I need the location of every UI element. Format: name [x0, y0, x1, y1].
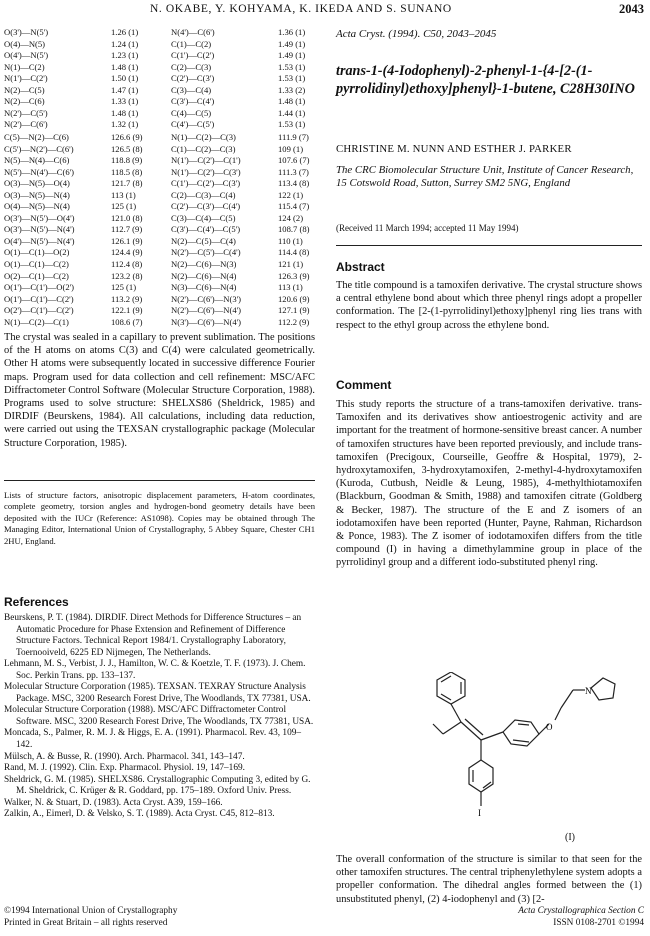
geometry-value: 118.5 (8): [111, 166, 143, 177]
geometry-label: O(3)—N(5)—O(4): [4, 178, 70, 189]
geometry-label: C(1')—C(2')—C(3'): [171, 178, 241, 189]
geometry-label: N(2)—C(6)—N(3): [171, 259, 237, 270]
geometry-label: N(3)—C(6)—N(4): [171, 282, 237, 293]
table-row: [4, 201, 320, 213]
geometry-label: N(1)—C(2)—C(1): [4, 316, 69, 327]
divider-rule: [4, 480, 315, 481]
table-row: [4, 62, 320, 74]
geometry-label: N(2)—C(5): [4, 84, 45, 95]
geometry-value: 109 (1): [278, 143, 304, 154]
geometry-value: 111.9 (7): [278, 132, 309, 142]
running-header-authors: N. OKABE, Y. KOHYAMA, K. IKEDA AND S. SUNANO: [150, 3, 452, 15]
geometry-label: N(3')—C(6')—N(4'): [171, 316, 242, 327]
comment-continued: The overall conformation of the structure is similar to that seen for the other tamoxifen structures. The central triphenylethylene system adopts a propeller conformation. The dihedral angles formed between the (1) unsubstituted phenyl, (2) 4-iodophenyl and (3) [2-: [336, 854, 642, 905]
geometry-label: C(5')—N(2')—C(6'): [4, 143, 74, 154]
geometry-value: 110 (1): [278, 235, 303, 246]
comment-heading: Comment: [336, 378, 392, 392]
table-row: [4, 108, 320, 120]
geometry-value: 125 (1): [111, 201, 137, 212]
article-authors: CHRISTINE M. NUNN AND ESTHER J. PARKER: [336, 143, 572, 155]
figure-label: (I): [565, 832, 575, 843]
printed-line: Printed in Great Britain – all rights reserved: [4, 917, 168, 928]
experimental-paragraph: The crystal was sealed in a capillary to prevent sublimation. The positions of the H atoms on atoms C(3) and C(4) were calculated geometrically. Other H atoms were subsequently located in successive difference Fourier maps. Program used for data collection and cell refinement: MSC/AFC Diffractometer Control Software (Molecular Structure Corporation, 1988). Programs used to solve structure: SHELXS86 (Sheldrick, 1985) and DIRDIF (Beurskens, 1984). All calculations, including data reduction, were carried out using the TEXSAN crystallographic package (Molecular Structure Corporation, 1985).: [4, 332, 315, 449]
article-title: trans-1-(4-Iodophenyl)-2-phenyl-1-{4-[2-(1-pyrrolidinyl)ethoxy]phenyl}-1-butene, C28H30INO: [336, 63, 635, 97]
table-row: [4, 178, 320, 190]
table-row: [4, 39, 320, 51]
geometry-value: 112.2 (9): [278, 316, 310, 327]
received-dates: (Received 11 March 1994; accepted 11 May 1994): [336, 223, 519, 233]
geometry-value: 120.6 (9): [278, 293, 310, 304]
table-row: [4, 96, 320, 108]
comment-text: This study reports the structure of a trans-tamoxifen derivative. trans-Tamoxifen and its derivatives show antioestrogenic activity and are important for the treatment of hormone-sensitive breast cancer. A number of tamoxifen structures have been reported previously, and include trans-tamoxifen (Precigoux, Courseille, Geoffre & Hospital, 1979), 2-hydroxytamoxifen, 3-hydroxytamoxifen, 2-methyl-4-hydroxytamoxifen (Kuroda, Cutbush, Neidle & Leung, 1985), 4-methylthiotamoxifen (Blackburn, Goodman & Smith, 1988) and tamoxifen citrate (Goldberg & Becker, 1987). The structure of the E and Z isomers of an iodotamoxifen have been reported (Hunter, Payne, Rahman, Richardson & Ponce, 1983). The Z isomer of iodotamoxifen differs from the title compound (I) in having a dimethylammine group in place of the pyrrolidinyl group and a different iodo-substituted phenyl ring.: [336, 399, 642, 569]
geometry-value: 124 (2): [278, 212, 304, 223]
geometry-label: N(2')—C(5'): [4, 107, 48, 118]
geometry-value: 1.33 (1): [111, 96, 139, 107]
reference-item: Walker, N. & Stuart, D. (1983). Acta Cryst. A39, 159–166.: [4, 797, 223, 808]
geometry-value: 1.48 (1): [111, 61, 139, 72]
geometry-value: 127.1 (9): [278, 305, 310, 316]
geometry-value: 1.53 (1): [278, 119, 306, 130]
geometry-label: N(2)—C(6)—N(4): [171, 270, 237, 281]
geometry-value: 1.32 (1): [111, 119, 139, 130]
table-row: [4, 190, 320, 202]
geometry-label: O(4)—N(5)—N(4): [4, 201, 70, 212]
footer-right: [518, 906, 644, 929]
reference-item: Molecular Structure Corporation (1988). MSC/AFC Diffractometer Control Software. MSC, 3200 Research Forest Drive, The Woodlands, TX 77381, USA.: [4, 705, 314, 727]
table-row: [4, 144, 320, 156]
geometry-value: 125 (1): [111, 282, 137, 293]
geometry-value: 1.53 (1): [278, 61, 306, 72]
table-row: [4, 119, 320, 131]
geometry-label: N(1)—C(2)—C(3): [171, 132, 236, 142]
table-row: [4, 73, 320, 85]
pyrrolidine-ring: [591, 678, 615, 700]
reference-item: Rand, M. J. (1992). Clin. Exp. Pharmacol. Physiol. 19, 147–169.: [4, 763, 245, 774]
geometry-label: C(5)—N(2)—C(6): [4, 132, 69, 142]
geometry-value: 1.44 (1): [278, 107, 306, 118]
geometry-label: O(3')—N(5')—O(4'): [4, 212, 75, 223]
table-row: [4, 305, 320, 317]
table-row: [4, 294, 320, 306]
geometry-value: 121.7 (8): [111, 178, 143, 189]
geometry-label: N(5')—N(4')—C(6'): [4, 166, 75, 177]
page-number: 2043: [619, 2, 644, 16]
iodine-atom-label: I: [478, 808, 481, 818]
geometry-value: 121.0 (8): [111, 212, 143, 223]
divider-rule-right: [336, 245, 642, 246]
journal-section-line: Acta Crystallographica Section C: [518, 906, 644, 916]
geometry-label: O(1)—C(1)—O(2): [4, 247, 70, 258]
geometry-value: 1.49 (1): [278, 50, 306, 61]
table-row: [4, 317, 320, 329]
geometry-label: O(2)—C(1)—C(2): [4, 270, 69, 281]
geometry-label: C(3')—C(4'): [171, 96, 215, 107]
running-header: [0, 0, 650, 18]
geometry-value: 1.48 (1): [278, 96, 306, 107]
geometry-value: 122.1 (9): [111, 305, 143, 316]
oxygen-atom-label: O: [546, 722, 553, 732]
geometry-value: 126.5 (8): [111, 143, 143, 154]
geometry-label: N(2)—C(6): [4, 96, 45, 107]
geometry-value: 123.2 (8): [111, 270, 143, 281]
geometry-value: 108.7 (8): [278, 224, 310, 235]
references-heading: References: [4, 595, 69, 609]
deposition-note: Lists of structure factors, anisotropic displacement parameters, H-atom coordinates, complete geometry, torsion angles and hydrogen-bond geometry details have been deposited with the IUCr (Reference: AS1098). Copies may be obtained through The Managing Editor, International Union of Crystallography, 5 Abbey Square, Chester CH1 2HU, England.: [4, 490, 315, 546]
geometry-value: 113 (1): [111, 189, 136, 200]
geometry-value: 1.48 (1): [111, 107, 139, 118]
geometry-label: O(2')—C(1')—C(2'): [4, 305, 74, 316]
geometry-label: C(3)—C(4): [171, 84, 212, 95]
geometry-value: 122 (1): [278, 189, 304, 200]
geometry-label: C(3)—C(4)—C(5): [171, 212, 236, 223]
table-row: [4, 247, 320, 259]
table-row: [4, 282, 320, 294]
geometry-label: O(3')—N(5'): [4, 27, 49, 37]
table-row: [4, 85, 320, 97]
table-row: [4, 167, 320, 179]
geometry-label: C(2')—C(3')—C(4'): [171, 201, 241, 212]
reference-item: Mülsch, A. & Busse, R. (1990). Arch. Pharmacol. 341, 143–147.: [4, 751, 245, 762]
footer-left: [4, 906, 324, 929]
geometry-value: 111.3 (7): [278, 166, 309, 177]
article-affiliation: The CRC Biomolecular Structure Unit, Institute of Cancer Research, 15 Cotswold Road, Sutton, Surrey SM2 5NG, England: [336, 164, 634, 190]
table-row: [4, 236, 320, 248]
geometry-label: N(2')—C(6')—N(3'): [171, 293, 242, 304]
references-list: [4, 613, 315, 907]
bond-angle-table: [4, 132, 320, 328]
table-row: [4, 27, 320, 39]
reference-item: Beurskens, P. T. (1984). DIRDIF. Direct Methods for Difference Structures – an Automatic Procedure for Phase Extension and Refinement of Difference Structure Factors. Technical Report 1984/1. Crystallography Laboratory, Toernooiveld, 6225 ED Nijmegen, The Netherlands.: [4, 613, 302, 658]
table-row: [4, 50, 320, 62]
issn-line: ISSN 0108-2701 ©1994: [553, 917, 644, 928]
geometry-value: 121 (1): [278, 259, 304, 270]
geometry-value: 1.36 (1): [278, 27, 306, 37]
geometry-value: 1.47 (1): [111, 84, 139, 95]
geometry-label: O(1)—C(1)—C(2): [4, 259, 69, 270]
geometry-value: 124.4 (9): [111, 247, 143, 258]
geometry-value: 112.4 (8): [111, 259, 143, 270]
geometry-value: 113 (1): [278, 282, 303, 293]
reference-item: Lehmann, M. S., Verbist, J. J., Hamilton, W. C. & Koetzle, T. F. (1973). J. Chem. Soc. Perkin Trans. pp. 133–137.: [4, 659, 306, 681]
geometry-label: O(3')—N(5')—N(4'): [4, 224, 75, 235]
geometry-value: 115.4 (7): [278, 201, 310, 212]
geometry-label: N(4')—C(6'): [171, 27, 215, 37]
geometry-label: C(1)—C(2)—C(3): [171, 143, 236, 154]
molecule-diagram: [425, 672, 650, 842]
geometry-value: 1.53 (1): [278, 73, 306, 84]
bond-length-table: [4, 27, 320, 131]
geometry-label: O(4')—N(5'): [4, 50, 49, 61]
reference-item: Molecular Structure Corporation (1985). TEXSAN. TEXRAY Structure Analysis Package. MSC, 3200 Research Forest Drive, The Woodlands, TX 77381, USA.: [4, 682, 311, 704]
geometry-label: N(2)—C(5)—C(4): [171, 235, 236, 246]
geometry-label: O(1')—C(1')—C(2'): [4, 293, 74, 304]
geometry-label: N(2')—C(6')—N(4'): [171, 305, 242, 316]
copyright-line: ©1994 International Union of Crystallography: [4, 906, 178, 916]
geometry-value: 1.49 (1): [278, 38, 306, 49]
table-row: [4, 213, 320, 225]
geometry-label: N(1')—C(2'): [4, 73, 48, 84]
geometry-value: 126.3 (9): [278, 270, 310, 281]
geometry-value: 126.1 (9): [111, 235, 143, 246]
geometry-value: 108.6 (7): [111, 316, 143, 327]
geometry-label: N(1')—C(2')—C(3'): [171, 166, 241, 177]
geometry-label: N(2')—C(5')—C(4'): [171, 247, 241, 258]
geometry-label: C(1)—C(2): [171, 38, 212, 49]
table-row: [4, 271, 320, 283]
geometry-value: 113.2 (9): [111, 293, 143, 304]
geometry-label: C(2)—C(3): [171, 61, 212, 72]
geometry-value: 107.6 (7): [278, 155, 310, 166]
abstract-text: The title compound is a tamoxifen derivative. The crystal structure shows a central ethylene bond about which three phenyl rings adopt a propeller conformation. The [2-(1-pyrrolidinyl)ethoxy]phenyl ring lies trans with respect to the ethyl group across the ethylene bond.: [336, 280, 642, 331]
geometry-label: N(5)—N(4)—C(6): [4, 155, 70, 166]
geometry-value: 113.4 (8): [278, 178, 310, 189]
table-row: [4, 155, 320, 167]
nitrogen-atom-label: N: [585, 686, 592, 696]
geometry-label: O(3)—N(5)—N(4): [4, 189, 70, 200]
geometry-label: O(4)—N(5): [4, 38, 46, 49]
chemical-structure-figure: [425, 672, 650, 842]
geometry-label: O(4')—N(5')—N(4'): [4, 235, 75, 246]
reference-item: Sheldrick, G. M. (1985). SHELXS86. Crystallographic Computing 3, edited by G. M. Sheldrick, C. Krüger & R. Goddard, pp. 175–189. Oxford Univ. Press.: [4, 774, 311, 797]
geometry-label: C(1')—C(2'): [171, 50, 215, 61]
journal-reference-text: Acta Cryst. (1994). C50, 2043–2045: [336, 28, 497, 40]
geometry-value: 114.4 (8): [278, 247, 310, 258]
journal-reference: [336, 28, 496, 40]
abstract-heading: Abstract: [336, 260, 385, 274]
geometry-label: N(1')—C(2')—C(1'): [171, 155, 241, 166]
geometry-value: 112.7 (9): [111, 224, 143, 235]
geometry-value: 118.8 (9): [111, 155, 143, 166]
geometry-value: 1.24 (1): [111, 38, 139, 49]
geometry-value: 1.50 (1): [111, 73, 139, 84]
geometry-value: 126.6 (9): [111, 132, 143, 142]
geometry-value: 1.33 (2): [278, 84, 306, 95]
geometry-value: 1.23 (1): [111, 50, 139, 61]
table-row: [4, 132, 320, 144]
geometry-label: C(2')—C(3'): [171, 73, 215, 84]
table-row: [4, 259, 320, 271]
table-row: [4, 224, 320, 236]
reference-item: Zalkin, A., Eimerl, D. & Velsko, S. T. (1989). Acta Cryst. C45, 812–813.: [4, 809, 275, 820]
geometry-value: 1.26 (1): [111, 27, 139, 37]
geometry-label: C(3')—C(4')—C(5'): [171, 224, 241, 235]
geometry-label: C(4')—C(5'): [171, 119, 215, 130]
geometry-label: C(2)—C(3)—C(4): [171, 189, 236, 200]
geometry-label: N(2')—C(6'): [4, 119, 48, 130]
reference-item: Moncada, S., Palmer, R. M. J. & Higgs, E. A. (1991). Pharmacol. Rev. 43, 109–142.: [4, 728, 302, 751]
geometry-label: C(4)—C(5): [171, 107, 212, 118]
geometry-label: O(1')—C(1')—O(2'): [4, 282, 75, 293]
geometry-label: N(1)—C(2): [4, 61, 45, 72]
